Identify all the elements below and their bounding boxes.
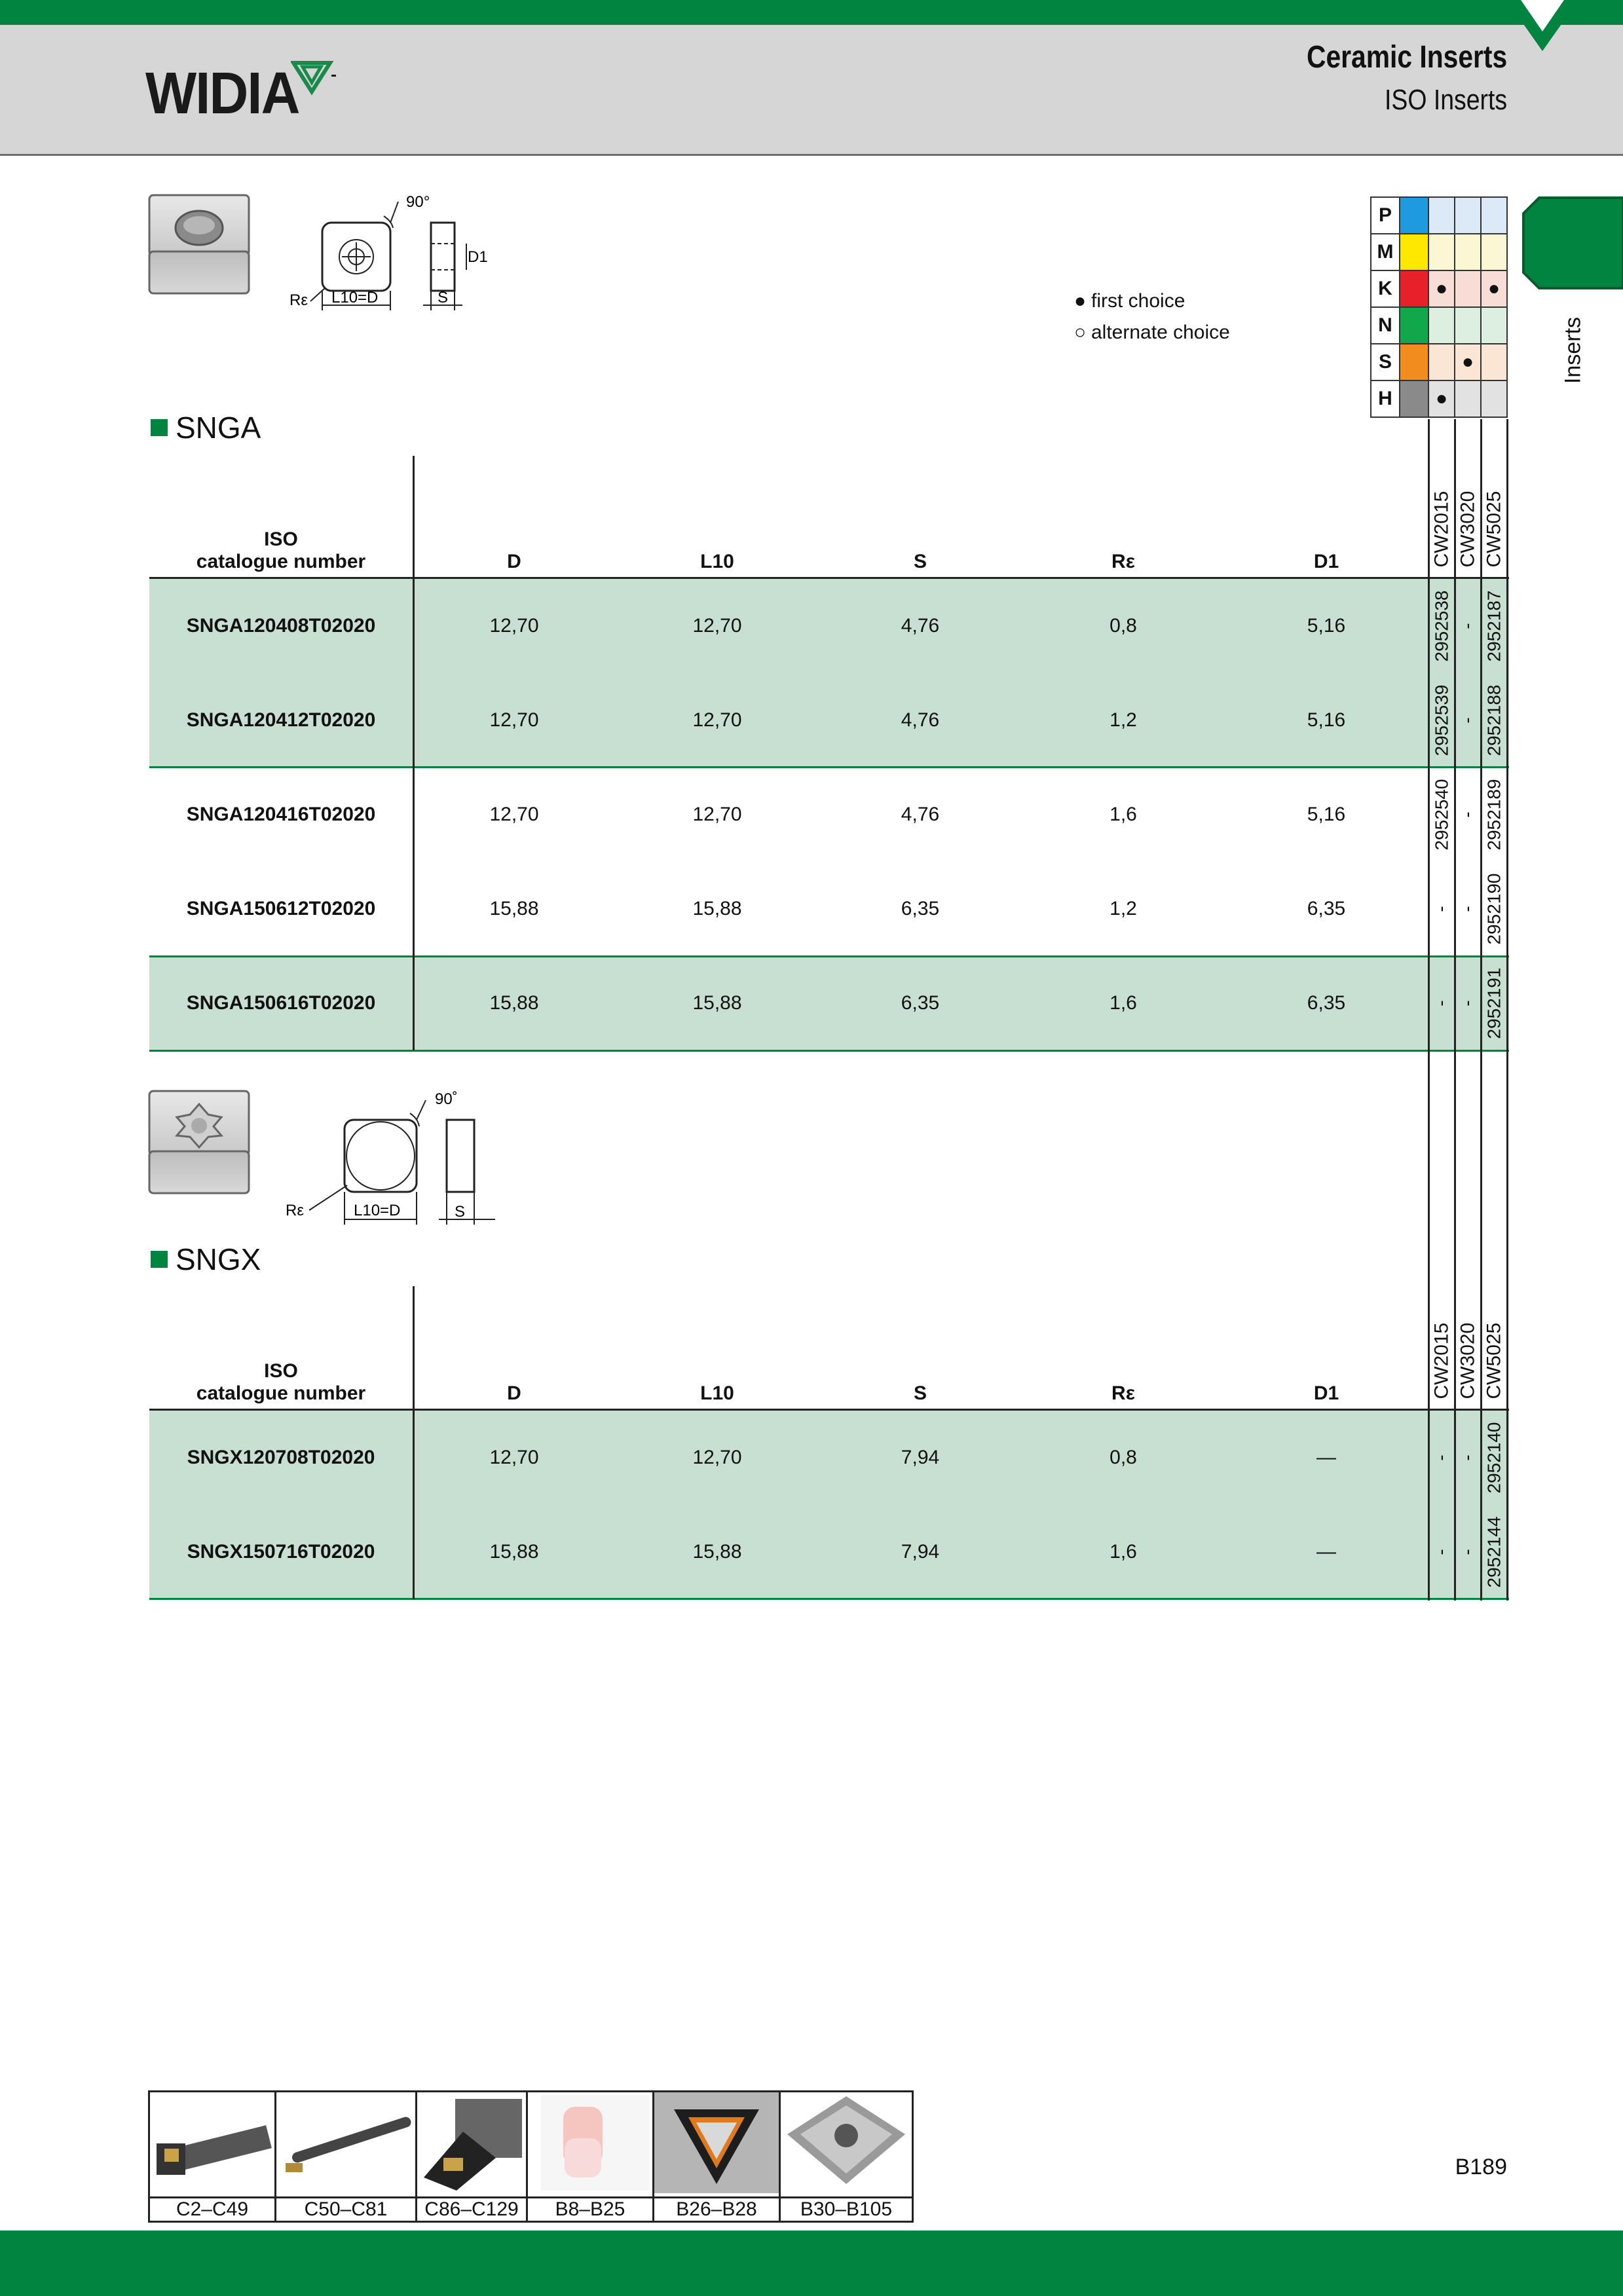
cell-l10: 12,70 [692,1447,742,1468]
material-row-k [1371,270,1507,307]
cell-cw2015: - [1430,1454,1451,1461]
cell-d: 12,70 [489,709,539,731]
cell-d1: 5,16 [1307,615,1346,637]
cell-cw3020: - [1457,1454,1478,1461]
material-cw3020 [1455,234,1481,270]
grade-divider [1506,419,1508,1601]
snga-l10-label: L10=D [331,289,379,306]
cell-d1: 5,16 [1307,709,1346,731]
material-code: K [1371,270,1400,307]
thumb-toolholder[interactable] [149,2092,276,2198]
cell-s: 7,94 [901,1447,940,1468]
cell-re: 1,2 [1110,709,1137,731]
cell-l10: 15,88 [692,992,742,1014]
material-row-n [1371,307,1507,344]
legend-first-label: first choice [1091,290,1185,312]
section-marker-icon [151,1251,168,1268]
col-cw3020: CW3020 [1457,491,1478,568]
snga-angle-label: 90° [406,193,430,211]
snga-table-header [149,456,1509,579]
material-cw3020 [1455,270,1481,307]
cell-iso: SNGA120416T02020 [186,804,376,825]
cell-iso: SNGA150616T02020 [186,992,376,1014]
material-color [1400,270,1428,307]
material-grid [1370,196,1508,418]
thumb-insert-geometry[interactable] [654,2092,780,2198]
cell-re: 1,6 [1110,992,1137,1014]
cell-re: 0,8 [1110,1447,1137,1468]
cell-l10: 12,70 [692,804,742,825]
grade-divider [1428,419,1430,1601]
cell-cw3020: - [1457,1000,1478,1007]
row-divider [149,1598,1509,1600]
sngx-insert-photo [148,1090,250,1196]
cell-s: 6,35 [901,992,940,1014]
material-color [1400,344,1428,380]
cell-l10: 12,70 [692,709,742,731]
col-re: Rε [1111,551,1135,572]
cell-d: 15,88 [489,992,539,1014]
cell-s: 4,76 [901,615,940,637]
cell-cw2015: 2952538 [1431,590,1452,662]
snga-section-title [151,410,261,445]
cell-cw3020: - [1457,811,1478,818]
snga-title-text: SNGA [176,411,261,445]
cell-d: 15,88 [489,898,539,919]
cell-re: 1,6 [1110,1541,1137,1563]
material-cw5025 [1481,380,1507,417]
boring-bar-icon [276,2092,415,2193]
cell-d: 15,88 [489,1541,539,1563]
sngx-angle-label: 90˚ [435,1090,458,1108]
modular-tool-icon [417,2092,526,2193]
thumb-boring-bar[interactable] [276,2092,417,2198]
col-d: D [507,1382,521,1404]
cell-l10: 12,70 [692,615,742,637]
material-cw3020 [1455,307,1481,344]
cell-cw5025: 2952191 [1483,967,1504,1039]
col-s: S [913,551,927,572]
cell-cw2015: - [1430,1000,1451,1007]
cell-s: 4,76 [901,709,940,731]
logo-text: WIDIA [145,61,299,126]
bottom-brand-strip [0,2231,1623,2296]
cell-iso: SNGX150716T02020 [187,1541,375,1563]
insert-photo-icon [781,2092,912,2193]
table-row[interactable] [149,1411,1509,1505]
material-cw5025 [1481,307,1507,344]
thumb-grade-chart[interactable] [527,2092,654,2198]
snga-insert-photo [148,194,250,296]
material-cw3020 [1455,380,1481,417]
material-cw2015 [1428,234,1455,270]
cell-iso: SNGX120708T02020 [187,1447,375,1468]
material-color [1400,234,1428,270]
sngx-section-title [151,1242,261,1277]
cell-cw3020: - [1457,906,1478,912]
iso-column-divider [413,456,415,1050]
cell-re: 1,2 [1110,898,1137,919]
row-divider [149,1050,1509,1052]
cell-cw5025: 2952140 [1483,1422,1504,1494]
material-row-m [1371,234,1507,270]
cell-iso: SNGA120408T02020 [186,615,376,637]
sngx-title-text: SNGX [176,1242,261,1276]
material-color [1400,197,1428,234]
col-d: D [507,551,521,572]
col-d1: D1 [1313,551,1339,572]
widia-logo [145,60,312,128]
table-row[interactable] [149,768,1509,862]
cell-d1: 6,35 [1307,992,1346,1014]
grade-divider [1454,419,1456,1601]
cell-s: 6,35 [901,898,940,919]
cell-d1: — [1316,1541,1336,1563]
thumb-label[interactable]: C2–C49 [149,2198,276,2222]
cell-cw2015: 2952539 [1431,684,1452,756]
page-number: B189 [1455,2155,1507,2179]
row-divider [149,955,1509,957]
cell-d1: 6,35 [1307,898,1346,919]
material-cw2015 [1428,344,1455,380]
col-iso-line2: catalogue number [196,551,366,572]
cell-cw2015: - [1430,906,1451,912]
thumb-label[interactable]: B26–B28 [654,2198,780,2222]
cell-cw5025: 2952144 [1483,1516,1504,1588]
material-color [1400,307,1428,344]
top-brand-strip [0,0,1623,25]
page-subtitle: ISO Inserts [1384,84,1507,116]
thumb-modular-tool[interactable] [417,2092,527,2198]
material-code: P [1371,197,1400,234]
cell-l10: 15,88 [692,1541,742,1563]
section-marker-icon [151,419,168,436]
col-cw3020: CW3020 [1457,1322,1478,1399]
cell-d1: — [1316,1447,1336,1468]
cell-iso: SNGA120412T02020 [186,709,376,731]
sngx-s-label: S [455,1203,466,1221]
cell-d1: 5,16 [1307,804,1346,825]
inserts-side-tab[interactable] [1520,194,1623,292]
cell-s: 7,94 [901,1541,940,1563]
thumb-label[interactable]: B30–B105 [780,2198,913,2222]
material-cw3020: ● [1455,344,1481,380]
thumb-label[interactable]: C86–C129 [417,2198,527,2222]
material-cw5025 [1481,197,1507,234]
material-cw5025: ● [1481,270,1507,307]
col-l10: L10 [700,1382,734,1404]
col-l10: L10 [700,551,734,572]
col-cw5025: CW5025 [1483,1322,1504,1399]
cell-cw2015: 2952540 [1431,779,1452,851]
catalog-thumbnails [148,2090,914,2223]
cell-cw3020: - [1457,717,1478,724]
material-cw2015: ● [1428,270,1455,307]
cell-d: 12,70 [489,615,539,637]
cell-cw5025: 2952190 [1483,873,1504,945]
table-row[interactable] [149,956,1509,1050]
material-code: S [1371,344,1400,380]
material-color [1400,380,1428,417]
cell-d: 12,70 [489,1447,539,1468]
side-tab-label: Inserts [1560,316,1586,384]
logo-triangle-icon [291,58,337,97]
table-row[interactable] [149,862,1509,956]
material-cw2015 [1428,197,1455,234]
legend-alt-label: alternate choice [1091,322,1230,343]
iso-column-divider [413,1286,415,1599]
row-divider [149,766,1509,768]
cell-iso: SNGA150612T02020 [186,898,376,919]
cell-cw2015: - [1430,1549,1451,1555]
cell-re: 0,8 [1110,615,1137,637]
sngx-table-header [149,1286,1509,1411]
material-code: H [1371,380,1400,417]
col-cw2015: CW2015 [1430,1322,1452,1399]
cell-cw5025: 2952187 [1483,590,1504,662]
choice-legend [1074,286,1230,348]
col-d1: D1 [1313,1382,1339,1404]
snga-s-label: S [438,289,449,306]
table-row[interactable] [149,579,1509,673]
cell-l10: 15,88 [692,898,742,919]
material-cw2015 [1428,307,1455,344]
cell-d: 12,70 [489,804,539,825]
material-cw3020 [1455,197,1481,234]
snga-d1-label: D1 [468,248,488,266]
col-iso-line2: catalogue number [196,1382,366,1404]
snga-table [149,456,1509,1052]
material-row-s [1371,344,1507,380]
grade-chart-icon [528,2092,652,2193]
material-cw2015: ● [1428,380,1455,417]
col-s: S [913,1382,927,1404]
snga-re-label: Rε [289,291,308,309]
sngx-re-label: Rε [286,1202,305,1219]
cell-re: 1,6 [1110,804,1137,825]
header-notch-icon [1506,0,1578,51]
material-cw5025 [1481,344,1507,380]
grade-divider [1480,419,1482,1601]
legend-alternate-choice [1074,317,1230,348]
alternate-choice-icon: ○ [1074,322,1087,343]
toolholder-icon [150,2092,274,2193]
insert-geometry-icon [654,2092,779,2193]
sngx-l10-label: L10=D [354,1202,401,1219]
material-cw5025 [1481,234,1507,270]
first-choice-icon: ● [1074,290,1087,312]
table-row[interactable] [149,673,1509,768]
cell-cw3020: - [1457,623,1478,629]
material-row-h [1371,380,1507,417]
cell-cw5025: 2952189 [1483,779,1504,851]
legend-first-choice [1074,286,1230,317]
cell-cw5025: 2952188 [1483,684,1504,756]
thumb-label[interactable]: C50–C81 [276,2198,417,2222]
material-code: M [1371,234,1400,270]
sngx-table [149,1286,1509,1601]
table-row[interactable] [149,1505,1509,1599]
col-iso [149,528,413,573]
col-iso [149,1360,413,1405]
thumb-label[interactable]: B8–B25 [527,2198,654,2222]
sngx-insert-drawing [282,1087,504,1231]
cell-s: 4,76 [901,804,940,825]
thumb-insert-photo[interactable] [780,2092,913,2198]
col-iso-line1: ISO [264,528,298,550]
col-cw5025: CW5025 [1483,491,1504,568]
material-code: N [1371,307,1400,344]
cell-cw3020: - [1457,1549,1478,1555]
col-re: Rε [1111,1382,1135,1404]
material-row-p [1371,197,1507,234]
col-iso-line1: ISO [264,1360,298,1382]
snga-insert-drawing [286,190,502,314]
page-title: Ceramic Inserts [1306,40,1507,75]
col-cw2015: CW2015 [1430,491,1452,568]
